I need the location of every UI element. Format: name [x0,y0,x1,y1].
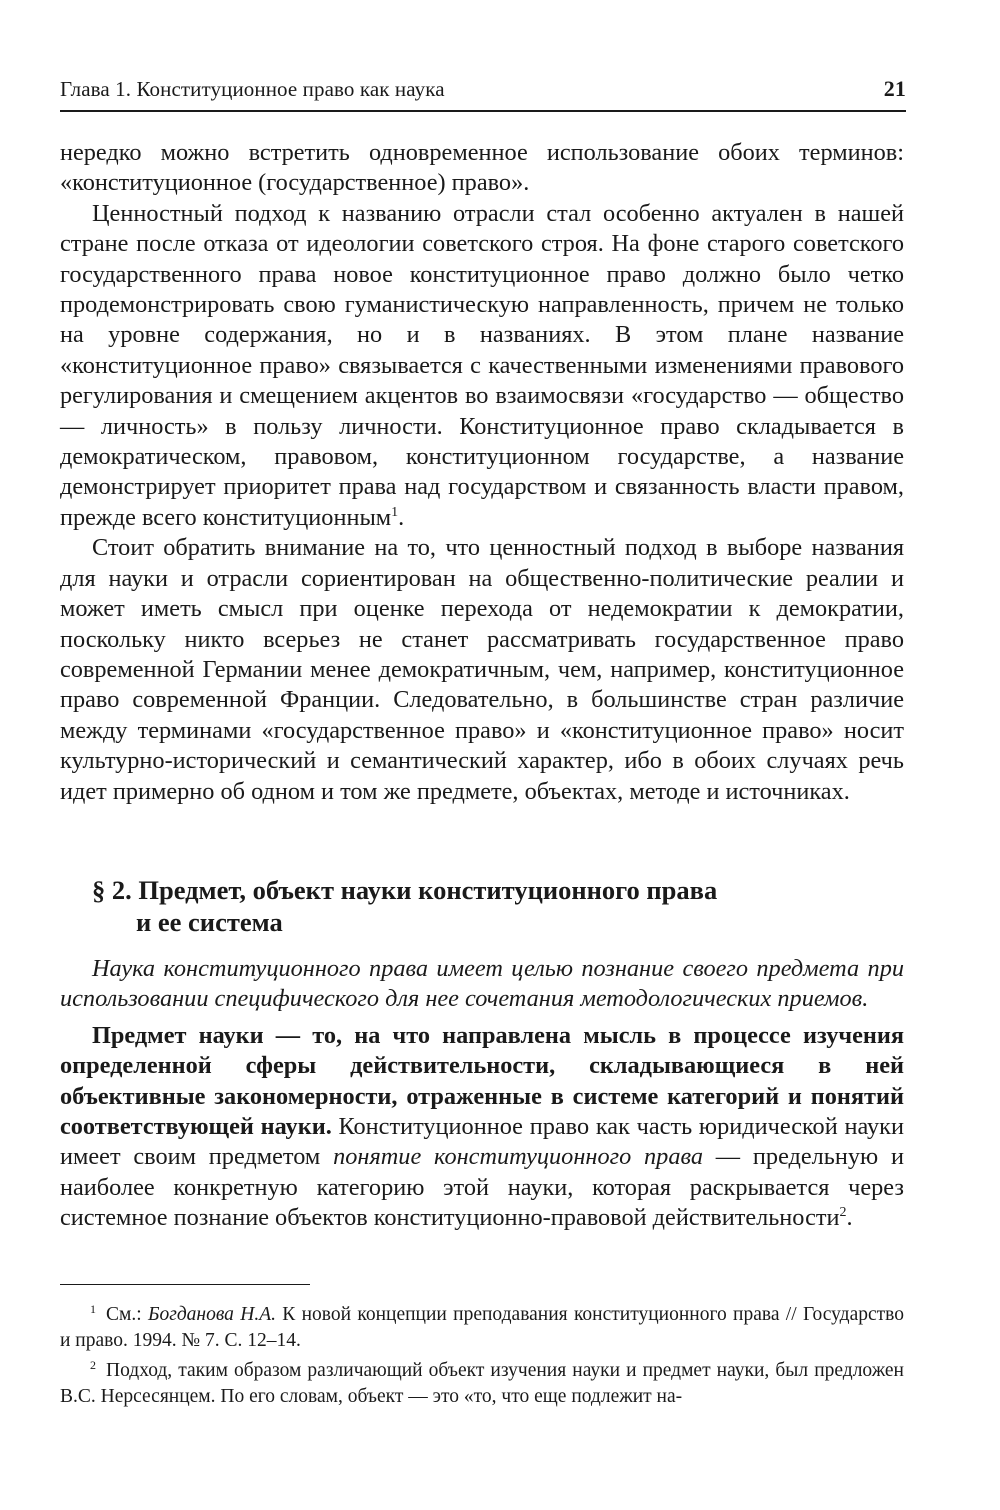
paragraph-text: Ценностный подход к названию отрасли стал особенно актуален в нашей стране после отказа от идеологии советского строя. На фоне старого советского государственного права новое конституционное право должно было четко продемонстрировать свою гуманистическую направленность, причем не только на уровне содержания, но и в названиях. В этом плане название «конституционное право» связывается с качественными изменениями правового регулирования и смещением акцентов во взаимосвязи «государство — общество — личность» в пользу личности. Конституционное право складывается в демократическом, правовом, конституционном государстве, а название демонстрирует приоритет права над государством и связанность власти правом, прежде всего конституционным [60,199,904,531]
footnote-rule [60,1284,310,1285]
paragraph-terminology: Стоит обратить внимание на то, что ценностный подход в выборе названия для науки и отрасли сориентирован на общественно-политические реалии и может иметь смысл при оценке перехода от недемократии к демократии, поскольку никто всерьез не станет рассматривать государственное право современной Германии менее демократичным, чем, например, конституционное право современной Франции. Следовательно, в большинстве стран различие между терминами «государственное право» и «конституционное право» носит культурно-исторический и семантический характер, ибо в обоих случаях речь идет примерно об одном и том же предмете, объектах, методе и источниках. [60,534,904,805]
footnote-number: 1 [90,1302,96,1316]
page-number: 21 [883,76,906,101]
footnote-ref-1[interactable]: 1 [391,504,399,520]
running-header [60,76,906,102]
footnotes [60,1302,904,1414]
section-heading-line2: и ее система [136,907,283,937]
footnote-prefix: См.: [106,1304,148,1325]
footnote-1 [60,1302,904,1354]
footnote-ref-2[interactable]: 2 [839,1205,847,1221]
term-italic: понятие конституционного права [333,1143,703,1171]
paragraph-text: Конституционное право как часть юридической науки имеет своим предметом [60,1113,904,1171]
header-rule [60,110,906,112]
section-lead: Наука конституционного права имеет целью познание своего предмета при использовании специфического для нее сочетания методологических приемов. [60,955,904,1013]
main-text [60,138,904,807]
footnote-text: Подход, таким образом различающий объект изучения науки и предмет науки, был предложен В.С. Нерсесянцем. По его словам, объект — это «то, что еще подлежит на- [60,1360,904,1407]
footnote-number: 2 [90,1358,96,1372]
footnote-2 [60,1358,904,1410]
chapter-title: Глава 1. Конституционное право как наука [60,77,445,101]
paragraph-value-approach [60,199,904,533]
paragraph-subject [60,1021,904,1234]
section-text [60,954,904,1234]
section-heading [92,874,892,938]
paragraph-end: . [846,1204,853,1232]
paragraph-text: — предельную и наиболее конкретную категорию этой науки, которая раскрывается через системное познание объектов конституционно-правовой действительности [60,1143,904,1232]
definition-bold: Предмет науки — то, на что направлена мысль в процессе изучения определенной сферы действительности, складывающиеся в ней объективные закономерности, отраженные в системе категорий и понятий соответствующей науки. [60,1021,904,1141]
footnote-author: Богданова Н.А. [147,1304,276,1325]
section-heading-line1: § 2. Предмет, объект науки конституционного права [92,875,718,905]
paragraph-continued: нередко можно встретить одновременное использование обоих терминов: «конституционное (государственное) право». [60,139,904,197]
footnote-text: К новой концепции преподавания конституционного права // Государство и право. 1994. № 7. С. 12–14. [60,1304,904,1351]
paragraph-end: . [398,503,405,531]
